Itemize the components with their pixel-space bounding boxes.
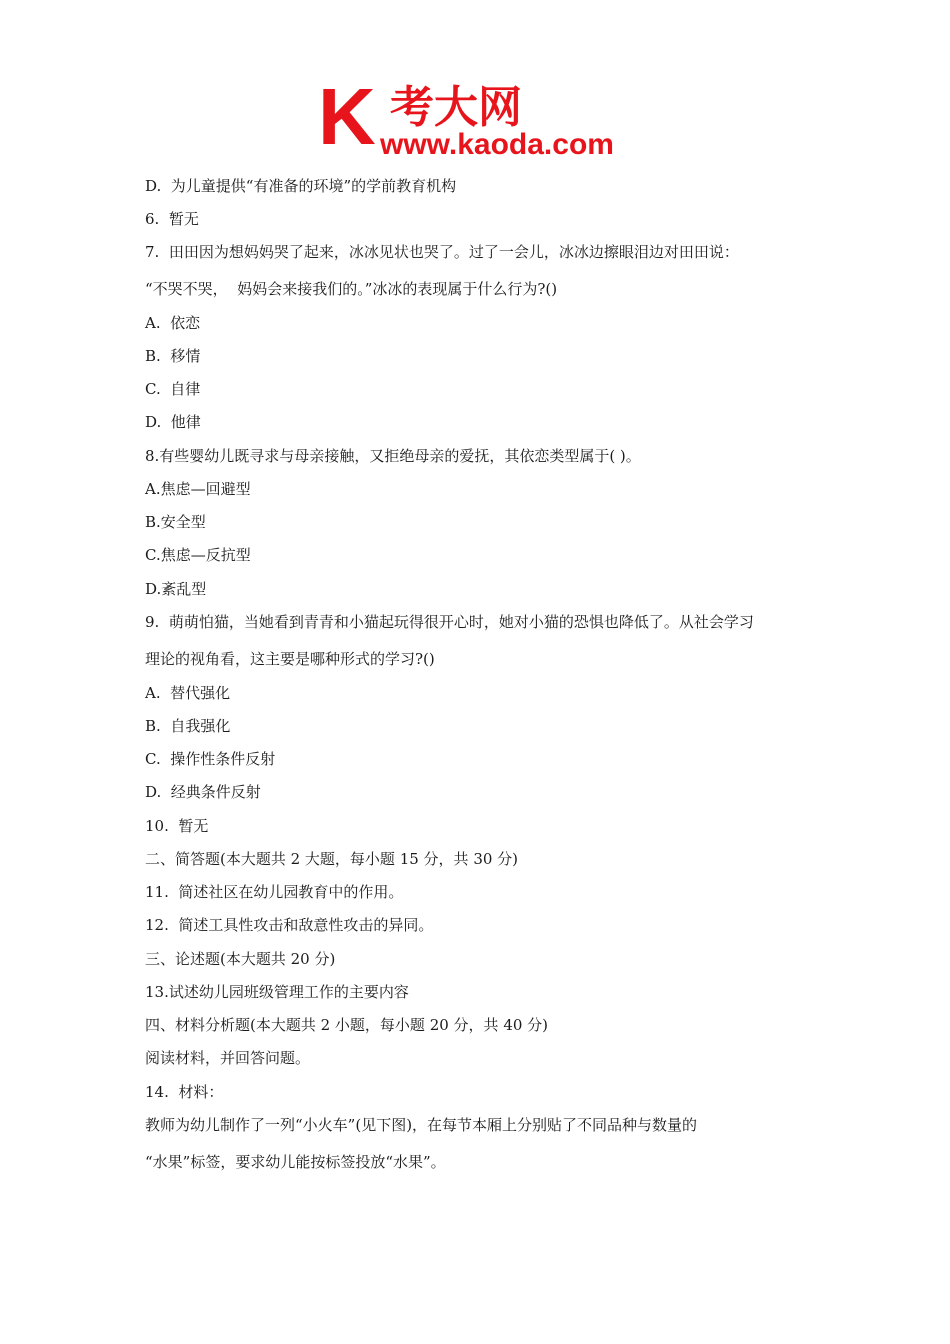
text-line: D. 为儿童提供“有准备的环境”的学前教育机构 bbox=[145, 177, 457, 195]
text-line: 14. 材料： bbox=[145, 1083, 224, 1101]
text-line: C.焦虑—反抗型 bbox=[145, 546, 251, 564]
text-line: 8.有些婴幼儿既寻求与母亲接触，又拒绝母亲的爱抚，其依恋类型属于( )。 bbox=[145, 447, 641, 465]
text-line: 13.试述幼儿园班级管理工作的主要内容 bbox=[145, 983, 409, 1001]
logo-mark: K bbox=[318, 76, 376, 160]
text-line: D. 经典条件反射 bbox=[145, 783, 261, 801]
text-line: 三、论述题(本大题共 20 分) bbox=[145, 950, 336, 968]
text-line: 阅读材料，并回答问题。 bbox=[145, 1049, 311, 1067]
text-line: 理论的视角看，这主要是哪种形式的学习?() bbox=[145, 650, 435, 668]
text-line: B. 移情 bbox=[145, 347, 201, 365]
text-line: 9. 萌萌怕猫，当她看到青青和小猫起玩得很开心时，她对小猫的恐惧也降低了。从社会学习 bbox=[145, 613, 754, 631]
text-line: 四、材料分析题(本大题共 2 小题，每小题 20 分，共 40 分) bbox=[145, 1016, 549, 1034]
text-line: C. 自律 bbox=[145, 380, 201, 398]
text-line: “水果”标签，要求幼儿能按标签投放“水果”。 bbox=[145, 1153, 446, 1171]
text-line: D.紊乱型 bbox=[145, 580, 207, 598]
text-line: “不哭不哭， 妈妈会来接我们的。”冰冰的表现属于什么行为?() bbox=[145, 280, 558, 298]
text-line: C. 操作性条件反射 bbox=[145, 750, 276, 768]
text-line: 7. 田田因为想妈妈哭了起来，冰冰见状也哭了。过了一会儿，冰冰边擦眼泪边对田田说： bbox=[145, 243, 739, 261]
text-line: 11. 简述社区在幼儿园教育中的作用。 bbox=[145, 883, 404, 901]
logo-url: www.kaoda.com bbox=[380, 128, 614, 160]
text-line: 二、简答题(本大题共 2 大题，每小题 15 分，共 30 分) bbox=[145, 850, 519, 868]
logo-title: 考大网 bbox=[390, 82, 522, 133]
text-line: D. 他律 bbox=[145, 413, 201, 431]
text-line: 12. 简述工具性攻击和敌意性攻击的异同。 bbox=[145, 916, 434, 934]
text-line: A. 依恋 bbox=[145, 314, 201, 332]
text-line: B.安全型 bbox=[145, 513, 206, 531]
text-line: A.焦虑—回避型 bbox=[145, 480, 251, 498]
text-line: 6. 暂无 bbox=[145, 210, 199, 228]
text-line: A. 替代强化 bbox=[145, 684, 231, 702]
text-line: B. 自我强化 bbox=[145, 717, 231, 735]
text-line: 10. 暂无 bbox=[145, 817, 209, 835]
text-line: 教师为幼儿制作了一列“小火车”(见下图)，在每节本厢上分别贴了不同品种与数量的 bbox=[145, 1116, 698, 1134]
